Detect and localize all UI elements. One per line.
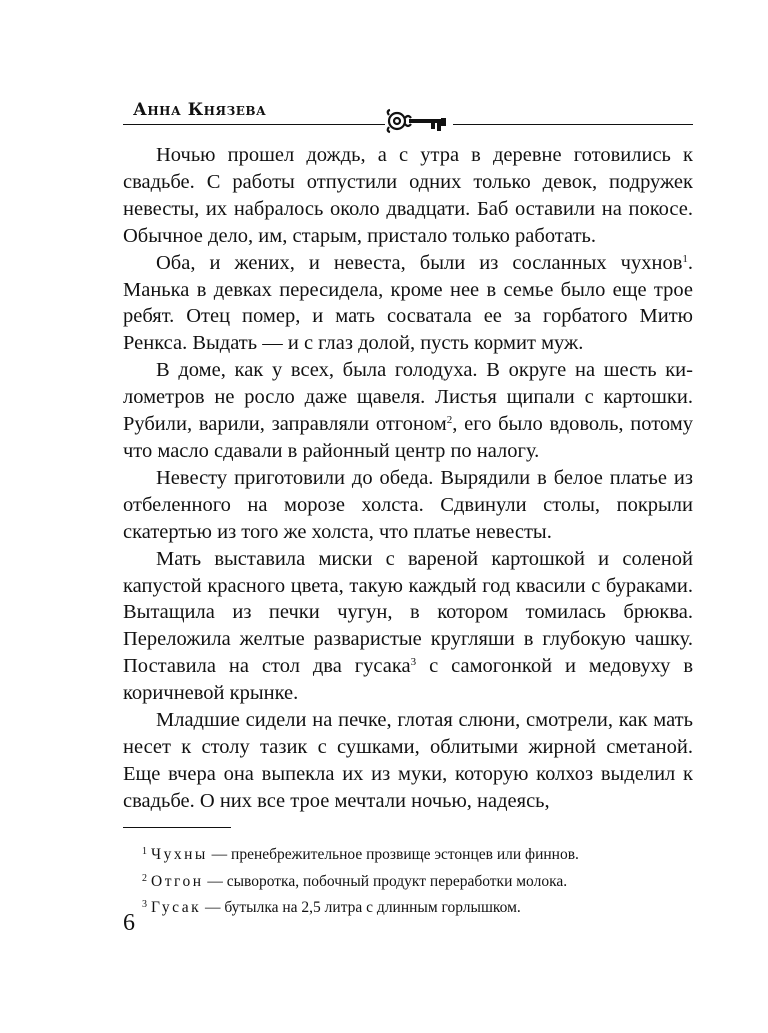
text-run: с самогонкой и медовуху в коричневой крынке. (123, 655, 693, 705)
footnote (142, 840, 702, 867)
text-run: Невесту приготовили до обеда. Вырядили в белое платье из отбеленного на морозе холста. Сдвинули столы, покрыли скатертью из того же холста, что платье невесты. (123, 466, 693, 543)
footnote-ref: 1 (682, 252, 688, 265)
key-icon (385, 108, 453, 134)
footnote (142, 893, 702, 920)
footnote-term: Отгон (151, 872, 204, 890)
footnotes (142, 840, 702, 920)
footnote-rule (123, 827, 231, 828)
paragraph (123, 707, 693, 815)
text-run: Оба, и жених, и невеста, были из сосланных чухнов (156, 251, 683, 274)
footnote-number: 3 (142, 899, 147, 910)
paragraph (123, 465, 693, 546)
paragraph (123, 357, 693, 465)
text-run: В доме, как у всех, была голодуха. В округе на шесть километров не росло даже щавеля. Листья щипали с картошки. Рубили, варили, заправляли отгоном (123, 359, 693, 436)
text-run: , его было вдоволь, потому что масло сдавали в районный центр по налогу. (123, 413, 693, 462)
paragraph (123, 142, 693, 250)
footnote-term: Гусак (151, 899, 202, 916)
footnote-ref: 3 (410, 656, 417, 669)
footnote-text: — сыворотка, побочный продукт переработки молока. (203, 872, 568, 890)
page-number: 6 (123, 910, 135, 936)
footnote-ref: 2 (446, 414, 453, 427)
author-name: Анна Князева (133, 100, 267, 120)
paragraph (123, 546, 693, 707)
paragraph (123, 250, 693, 358)
footnote (142, 867, 702, 894)
footnote-text: — пренебрежительное прозвище эстонцев или финнов. (207, 846, 579, 863)
footnote-number: 1 (142, 846, 147, 857)
text-run: Младшие сидели на печке, глотая слюни, смотрели, как мать несет к столу тазик с сушками, облитыми жирной сметаной. Еще вчера она выпекла их из муки, которую колхоз выделил к свадьбе. О них все трое мечтали ночью, надеясь, (123, 709, 693, 812)
running-header (123, 96, 693, 136)
body-text (123, 142, 693, 815)
footnote-text: — бутылка на 2,5 литра с длинным горлышком. (201, 899, 521, 916)
text-run: Мать выставила миски с вареной картошкой и соленой капустой красного цвета, такую каждый год квасили с бураками. Вытащила из печки чугун, в котором томилась брюква. Переложила желтые разваристые кругляши в глубокую чашку. Поставила на стол два гусака (123, 547, 693, 678)
footnote-number: 2 (142, 872, 147, 884)
footnote-term: Чухны (151, 846, 208, 863)
text-run: Ночью прошел дождь, а с утра в деревне готовились к свадьбе. С работы отпустили одних только девок, подружек невесты, их набралось около двадцати. Баб оставили на покосе. Обычное дело, им, старым, пристало только работать. (123, 144, 693, 247)
text-run: . Манька в девках пересидела, кроме нее в семье было еще трое ребят. Отец помер, и мать сосватала ее за горбатого Митю Ренкса. Выдать — и с глаз долой, пусть кормит муж. (123, 251, 693, 355)
